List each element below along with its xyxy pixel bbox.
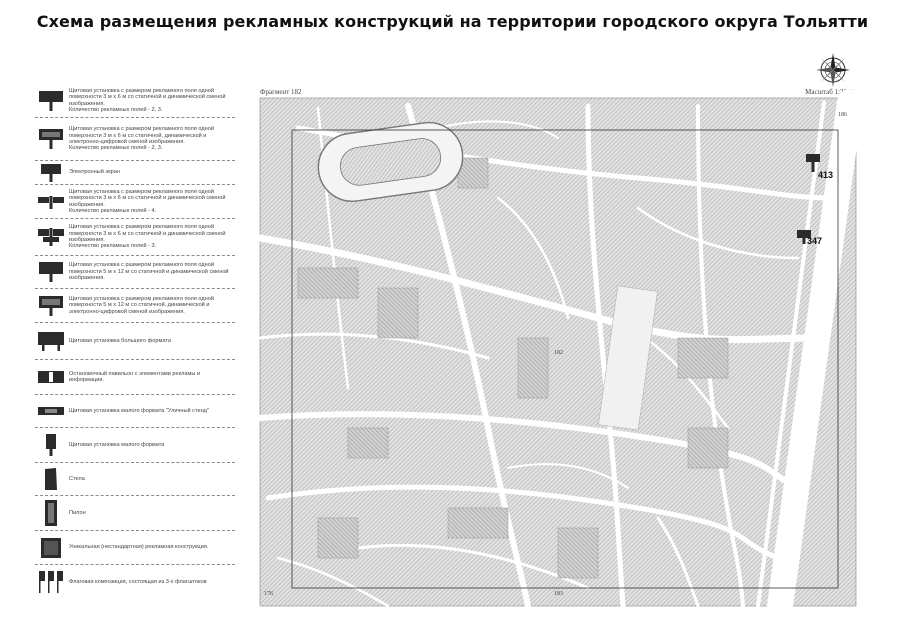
billboard-single-icon (38, 90, 64, 112)
legend-item (35, 496, 235, 531)
map-canvas (258, 88, 858, 608)
flag-composition-icon (37, 570, 65, 594)
pylon-icon (41, 499, 61, 527)
legend-text: Флаговая композиция, состоящая из 3-х флагштоков (69, 578, 207, 585)
bus-stop-icon (37, 369, 65, 385)
fragment-label: Фрагмент 182 (260, 88, 302, 96)
map-title: Схема размещения рекламных конструкций на территории городского округа Тольятти (36, 12, 869, 31)
legend-item (35, 323, 235, 360)
billboard-three-sided-icon (37, 227, 65, 247)
legend-text: Уникальная (нестандартная) рекламная конструкция. (69, 544, 209, 551)
legend-text: Щитовая установка с размером рекламного поля одной поверхности 5 м х 12 м со статичной и динамической сменой изображения. (69, 262, 229, 282)
legend-text: Щитовая установка с размером рекламного поля одной поверхности 3 м х 6 м со статичной, динамической и электронно-цифровой сменой изображения. Количество рекламных полей - 2, 3. (69, 126, 214, 152)
legend-item (35, 118, 235, 161)
legend-item (35, 395, 235, 428)
edge-label-bottom-center: 183 (554, 591, 563, 597)
legend-text: Пилон (69, 509, 86, 516)
legend-text: Щитовая установка малого формата (69, 441, 165, 448)
legend-text: Щитовая установка с размером рекламного поля одной поверхности 5 м х 12 м со статичной, динамической и электронно-цифровой сменой изображения. (69, 295, 214, 315)
legend-item (35, 360, 235, 395)
compass-rose-icon (815, 52, 851, 88)
legend-text: Щитовая установка с размером рекламного поля одной поверхности 3 м х 6 м со статичной и динамической сменой изображения. Количество рекламных полей - 4. (69, 188, 226, 214)
street-stand-icon (37, 405, 65, 417)
legend-item (35, 531, 235, 565)
legend-text: Остановочный павильон с элементами рекламы и информации. (69, 370, 201, 383)
legend-text: Щитовая установка малого формата "Уличный стенд" (69, 407, 209, 414)
stele-icon (41, 467, 61, 491)
legend-text: Электронный экран (69, 169, 120, 176)
edge-label-bottom-left: 176 (264, 591, 273, 597)
billboard-large-icon (38, 261, 64, 283)
legend-item (35, 185, 235, 219)
legend-item (35, 256, 235, 289)
legend-item (35, 219, 235, 256)
legend-text: Стела (69, 475, 85, 482)
unique-construction-icon (39, 536, 63, 560)
legend-panel (35, 84, 235, 599)
billboard-large-digital-icon (38, 295, 64, 317)
large-format-icon (37, 330, 65, 352)
legend-text: Щитовая установка с размером рекламного поля одной поверхности 3 м х 6 м со статичной и динамической сменой изображения. Количество рекламных полей - 3. (69, 224, 226, 250)
edge-label-top-right: 186 (838, 112, 847, 118)
legend-text: Щитовая установка с размером рекламного поля одной поверхности 3 м х 6 м со статичной и динамической сменой изображения. Количество рекламных полей - 2, 3. (69, 87, 226, 113)
legend-item (35, 463, 235, 496)
billboard-digital-icon (38, 128, 64, 150)
legend-item (35, 428, 235, 463)
small-format-icon (41, 433, 61, 457)
electronic-screen-icon (38, 163, 64, 183)
legend-item (35, 289, 235, 323)
legend-item (35, 161, 235, 185)
legend-item (35, 84, 235, 118)
legend-item (35, 565, 235, 599)
marker-number-347[interactable]: 347 (807, 236, 823, 246)
billboard-four-sided-icon (37, 194, 65, 210)
map-fragment[interactable] (258, 88, 858, 608)
grid-number: 182 (554, 350, 563, 356)
marker-number-413[interactable]: 413 (818, 170, 834, 180)
scale-label: Масштаб 1:2200 (805, 88, 854, 96)
legend-text: Щитовая установка большого формата (69, 337, 171, 344)
